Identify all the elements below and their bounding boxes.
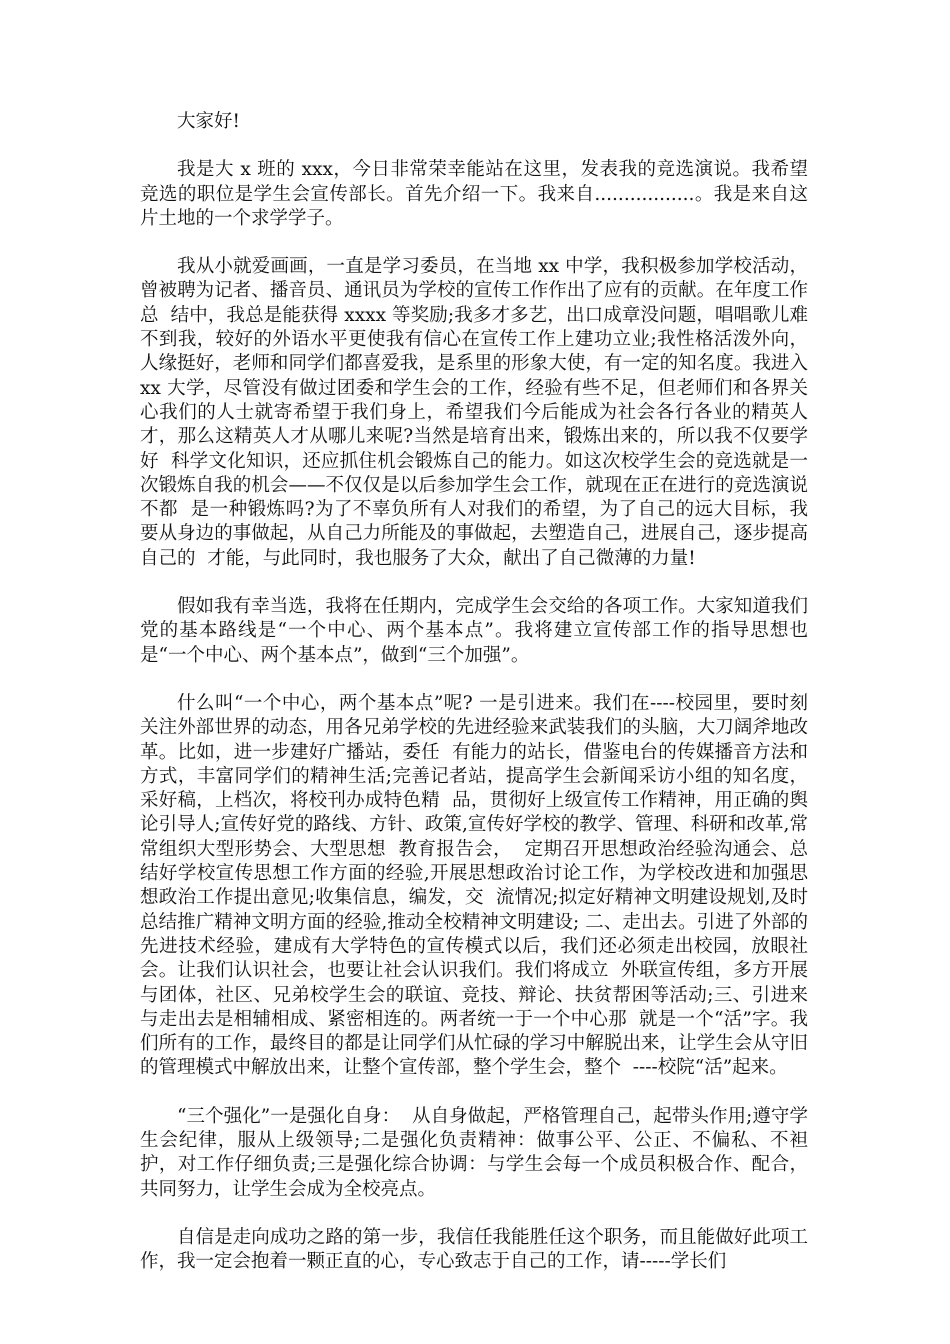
greeting: 大家好! — [177, 111, 240, 132]
paragraph-one-center-two-points: 什么叫“一个中心，两个基本点”呢? 一是引进来。我们在----校园里，要时刻关注外部世界的动态，用各兄弟学校的先进经验来武装我们的头脑，大刀阔斧地改革。比如，进一步建好广播站，委任 有能力的站长，借鉴电台的传媒播音方法和方式，丰富同学们的精神生活;完善记者站，提高学生会新闻采访小组的知名度，采好稿，上档次，将校刊办成特色精 品，贯彻好上级宣传工作精神，用正确的舆论引导人;宣传好党的路线、方针、政策,宣传好学校的教学、管理、科研和改革,常常组织大型形势会、大型思想 教育报告会， 定期召开思想政治经验沟通会、总结好学校宣传思想工作方面的经验,开展思想政治讨论工作，为学校改进和加强思想政治工作提出意见;收集信息，编发，交 流情况;拟定好精神文明建设规划,及时总结推广精神文明方面的经验,推动全校精神文明建设; 二、走出去。引进了外部的先进技术经验，建成有大学特色的宣传模式以后，我们还必须走出校园，放眼社会。让我们认识社会，也要让社会认识我们。我们将成立 外联宣传组，多方开展与团体，社区、兄弟校学生会的联谊、竞技、辩论、扶贫帮困等活动;三、引进来与走出去是相辅相成、紧密相连的。两者统一于一个中心那 就是一个“活”字。我们所有的工作，最终目的都是让同学们从忙碌的学习中解脱出来，让学生会从守旧的管理模式中解放出来，让整个宣传部，整个学生会，整个 ----校院“活”起来。 — [140, 692, 808, 1079]
paragraph-background: 我从小就爱画画，一直是学习委员，在当地 xx 中学，我积极参加学校活动，曾被聘为记者、播音员、通讯员为学校的宣传工作作出了应有的贡献。在年度工作总 结中，我总是能获得 xxxx 等奖励;我多才多艺，出口成章没问题，唱唱歌儿难不到我，较好的外语水平更使我有信心在宣传工作上建功立业;我性格活泼外向， 人缘挺好，老师和同学们都喜爱我，是系里的形象大使，有一定的知名度。我进入 xx 大学，尽管没有做过团委和学生会的工作，经验有些不足，但老师们和各界关 心我们的人士就寄希望于我们身上，希望我们今后能成为社会各行各业的精英人才，那么这精英人才从哪儿来呢?当然是培育出来，锻炼出来的，所以我不仅要学好 科学文化知识，还应抓住机会锻炼自己的能力。如这次校学生会的竞选就是一次锻炼自我的机会——不仅仅是以后参加学生会工作，就现在正在进行的竞选演说不都 是一种锻炼吗?为了不辜负所有人对我们的希望，为了自己的远大目标，我要从身边的事做起，从自己力所能及的事做起，去塑造自己，进展自己，逐步提高自己的 才能，与此同时，我也服务了大众，献出了自己微薄的力量! — [140, 256, 820, 569]
paragraph-three-strengthen: “三个强化”一是强化自身： 从自身做起，严格管理自己，起带头作用;遵守学生会纪律，服从上级领导;二是强化负责精神：做事公平、公正、不偏私、不袒护，对工作仔细负责;三是强化综合协调：与学生会每一个成员积极合作、配合，共同努力，让学生会成为全校亮点。 — [140, 1105, 808, 1200]
paragraph-introduction: 我是大 x 班的 xxx，今日非常荣幸能站在这里，发表我的竞选演说。我希望竞选的职位是学生会宣传部长。首先介绍一下。我来自.................。我是来自这片土地的一个求学学子。 — [140, 159, 808, 229]
paragraph-plan: 假如我有幸当选，我将在任期内，完成学生会交给的各项工作。大家知道我们党的基本路线是“一个中心、两个基本点”。我将建立宣传部工作的指导思想也是“一个中心、两个基本点”，做到“三个加强”。 — [140, 596, 808, 666]
document-page — [140, 110, 820, 1298]
paragraph-confidence: 自信是走向成功之路的第一步，我信任我能胜任这个职务，而且能做好此项工作，我一定会抱着一颗正直的心，专心致志于自己的工作，请-----学长们 — [140, 1226, 808, 1273]
